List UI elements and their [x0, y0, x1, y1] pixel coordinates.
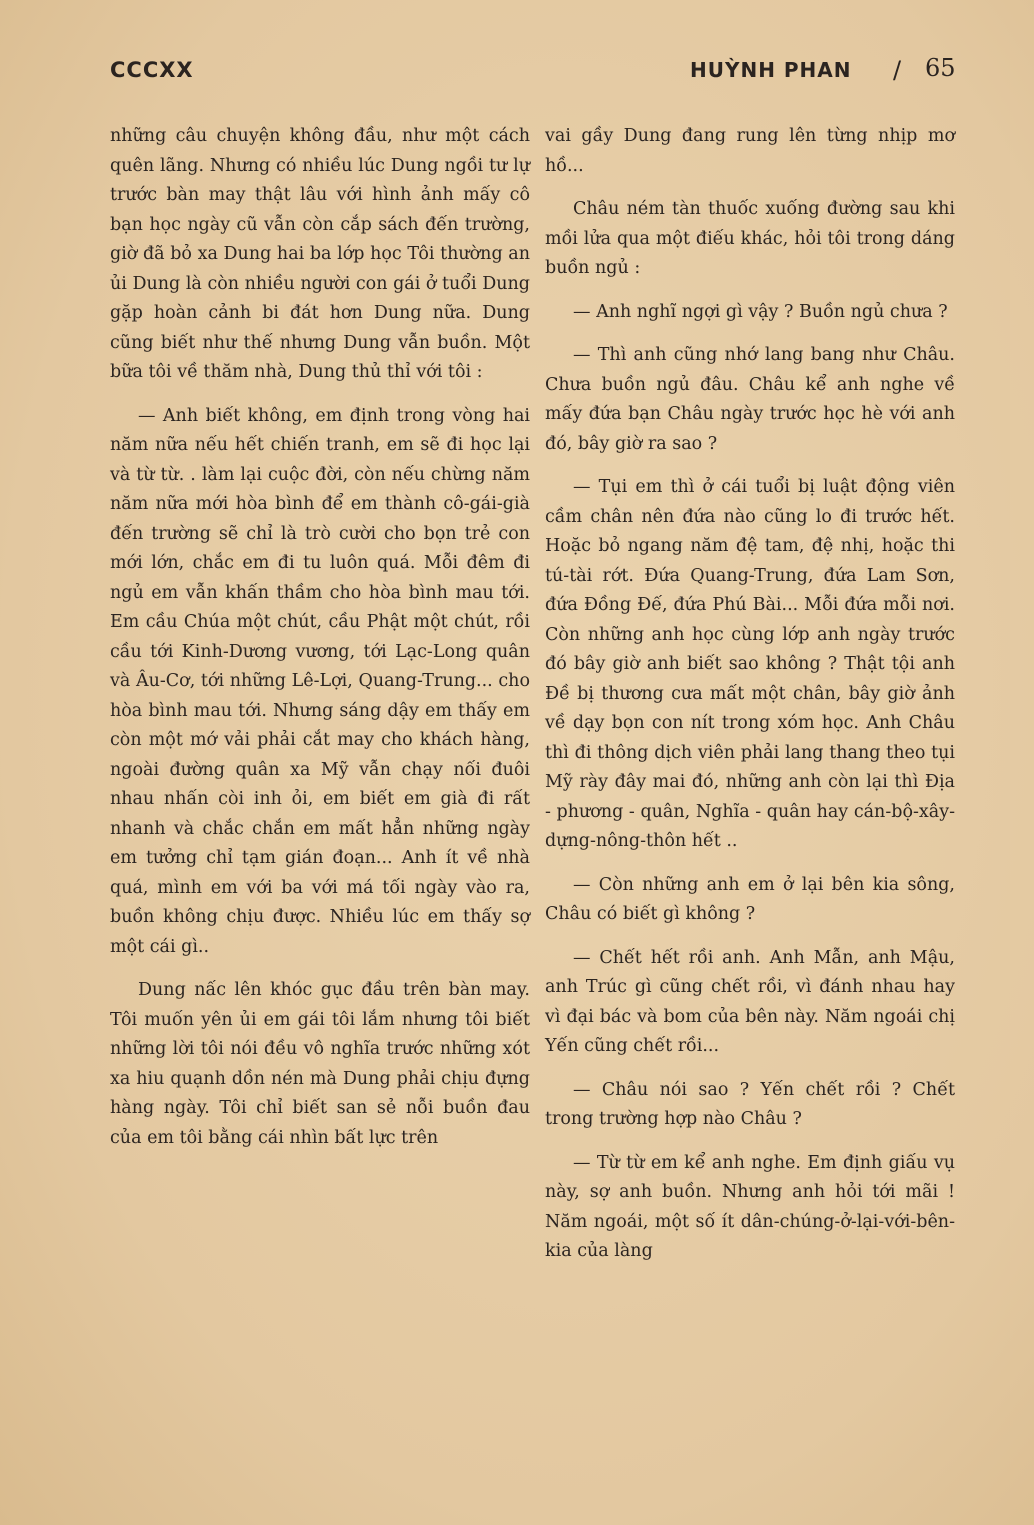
paragraph: — Chết hết rồi anh. Anh Mẫn, anh Mậu, anh Trúc gì cũng chết rồi, vì đánh nhau hay vì đại bác và bom của bên này. Năm ngoái chị Yến cũng chết rồi...: [545, 947, 955, 1056]
paragraph: — Châu nói sao ? Yến chết rồi ? Chết trong trường hợp nào Châu ?: [545, 1079, 955, 1129]
header-separator: /: [893, 56, 902, 84]
paragraph: — Từ từ em kể anh nghe. Em định giấu vụ này, sợ anh buồn. Nhưng anh hỏi tới mãi ! Năm ngoái, một số ít dân-chúng-ở-lại-với-bên- kia của làng: [545, 1152, 955, 1261]
paragraph: vai gầy Dung đang rung lên từng nhịp mơ hồ...: [545, 126, 955, 176]
header-left-mark: CCCXX: [110, 58, 194, 82]
paragraph: — Còn những anh em ở lại bên kia sông, Châu có biết gì không ?: [545, 874, 955, 924]
page-number: 65: [925, 54, 956, 82]
running-header: [0, 54, 1034, 98]
right-column: [545, 122, 955, 1281]
paragraph: — Tụi em thì ở cái tuổi bị luật động viên cầm chân nên đứa nào cũng lo đi trước hết. Hoặc bỏ ngang năm đệ tam, đệ nhị, hoặc thi tú-tài rớt. Đứa Quang-Trung, đứa Lam Sơn, đứa Đồng Đế, đứa Phú Bài... Mỗi đứa mỗi nơi. Còn những anh học cùng lớp anh ngày trước đó bây giờ anh biết sao không ? Thật tội anh Đề bị thương cưa mất một chân, bây giờ ảnh về dạy bọn con nít trong xóm học. Anh Châu thì đi thông dịch viên phải lang thang theo tụi Mỹ rày đây mai đó, những anh còn lại thì Địa - phương - quân, Nghĩa - quân hay cán-bộ-xây-dựng-nông-thôn hết ..: [545, 477, 955, 851]
paragraph: Châu ném tàn thuốc xuống đường sau khi mồi lửa qua một điếu khác, hỏi tôi trong dáng buồn ngủ :: [545, 199, 955, 278]
paragraph: Dung nấc lên khóc gục đầu trên bàn may. Tôi muốn yên ủi em gái tôi lắm nhưng tôi biết những lời tôi nói đều vô nghĩa trước những xót xa hiu quạnh dồn nén mà Dung phải chịu đựng hàng ngày. Tôi chỉ biết san sẻ nỗi buồn đau của em tôi bằng cái nhìn bất lực trên: [110, 980, 530, 1148]
paragraph: — Anh biết không, em định trong vòng hai năm nữa nếu hết chiến tranh, em sẽ đi học lại và từ từ. . làm lại cuộc đời, còn nếu chừng năm năm nữa mới hòa bình để em thành cô-gái-già đến trường sẽ chỉ là trò cười cho bọn trẻ con mới lớn, chắc em đi tu luôn quá. Mỗi đêm đi ngủ em vẫn khấn thầm cho hòa bình mau tới. Em cầu Chúa một chút, cầu Phật một chút, rồi cầu tới Kinh-Dương vương, tới Lạc-Long quân và Âu-Cơ, tới những Lê-Lợi, Quang-Trung... cho hòa bình mau tới. Nhưng sáng dậy em thấy em còn một mớ vải phải cắt may cho khách hàng, ngoài đường quân xa Mỹ vẫn chạy nối đuôi nhau nhấn còi inh ỏi, em biết em già đi rất nhanh và chắc chắn em mất hẳn những ngày em tưởng chỉ tạm gián đoạn... Anh ít về nhà quá, mình em với ba với má tối ngày vào ra, buồn không chịu được. Nhiều lúc em thấy sợ một cái gì..: [110, 405, 530, 957]
paragraph: những câu chuyện không đầu, như một cách quên lãng. Nhưng có nhiều lúc Dung ngồi tư lự trước bàn may thật lâu với hình ảnh mấy cô bạn học ngày cũ vẫn còn cắp sách đến trường, giờ đã bỏ xa Dung hai ba lớp học Tôi thường an ủi Dung là còn nhiều người con gái ở tuổi Dung gặp hoàn cảnh bi đát hơn Dung nữa. Dung cũng biết như thế nhưng Dung vẫn buồn. Một bữa tôi về thăm nhà, Dung thủ thỉ với tôi :: [110, 126, 530, 382]
left-column: [110, 122, 530, 1167]
header-author: HUỲNH PHAN: [690, 58, 852, 82]
paragraph: — Thì anh cũng nhớ lang bang như Châu. Chưa buồn ngủ đâu. Châu kể anh nghe về mấy đứa bạn Châu ngày trước học hè với anh đó, bây giờ ra sao ?: [545, 345, 955, 454]
paragraph: — Anh nghĩ ngợi gì vậy ? Buồn ngủ chưa ?: [573, 301, 948, 322]
